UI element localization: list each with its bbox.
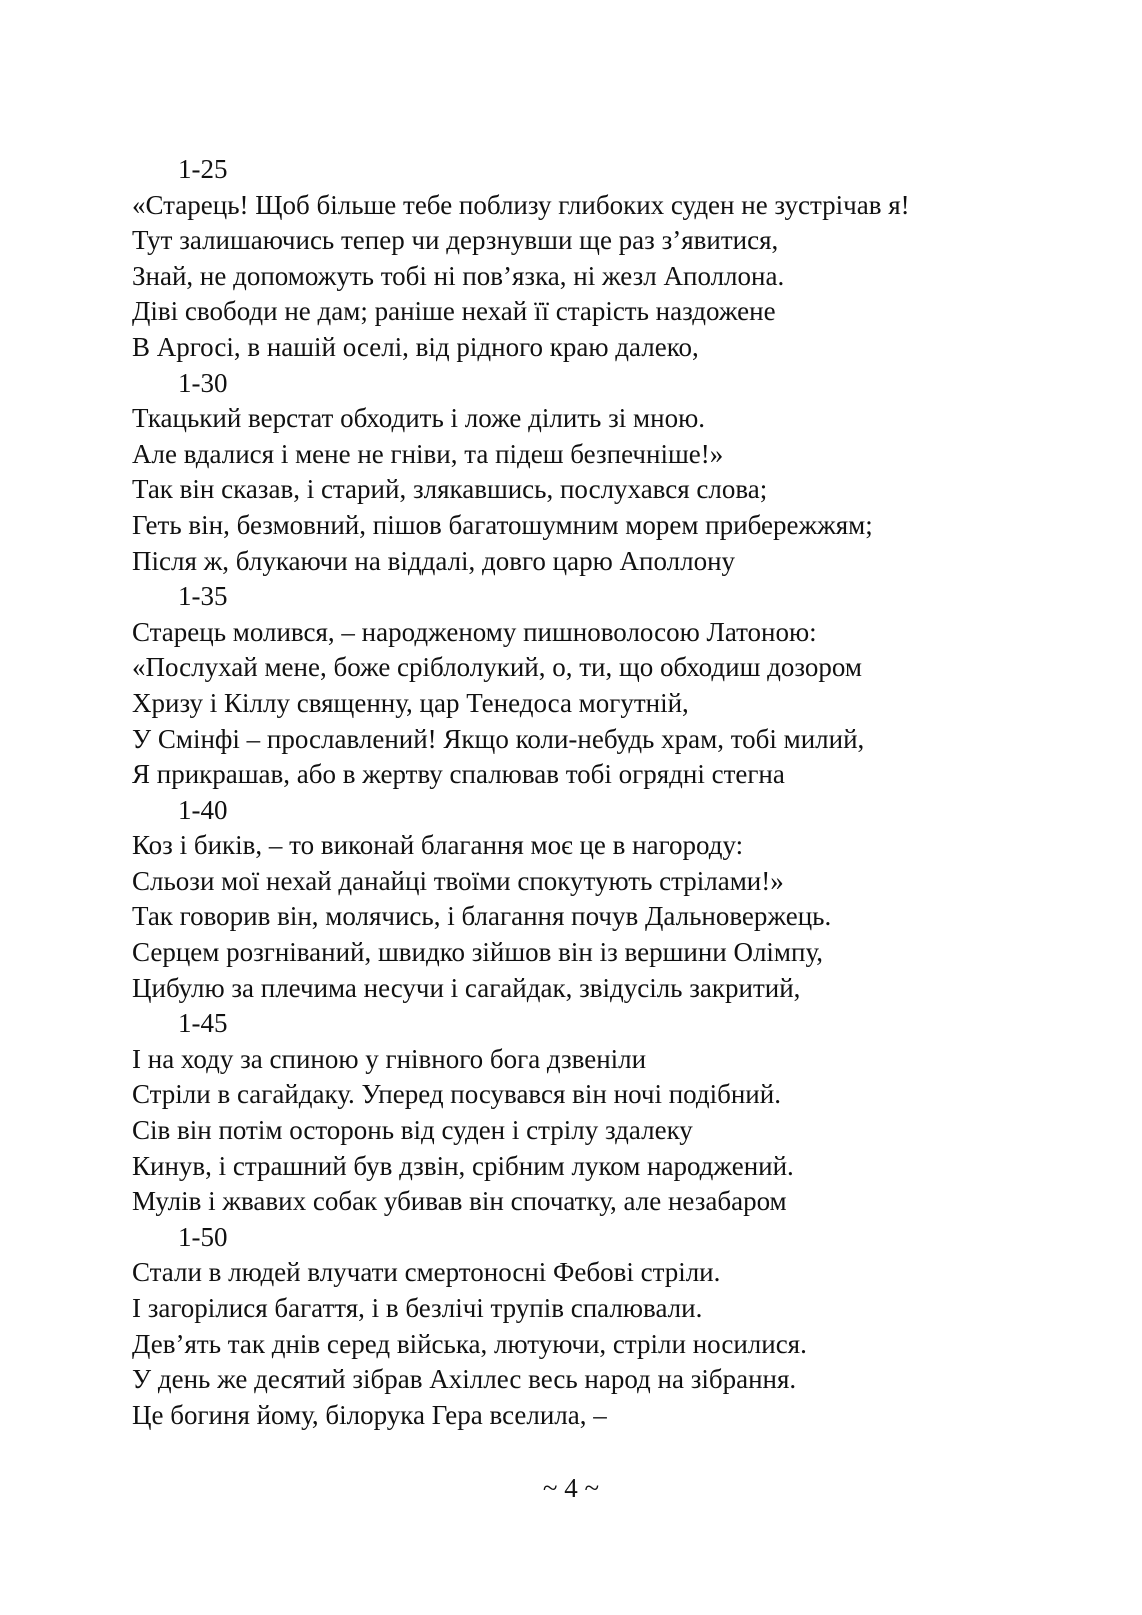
verse-line: «Старець! Щоб більше тебе поблизу глибоких суден не зустрічав я! xyxy=(132,189,910,220)
verse-line: Так говорив він, молячись, і благання почув Дальновержець. xyxy=(132,901,832,932)
verse-line: Хризу і Кіллу священну, цар Тенедоса могутній, xyxy=(132,687,689,718)
verse-line: Знай, не допоможуть тобі ні пов’язка, ні жезл Аполлона. xyxy=(132,260,785,291)
line-number: 1-40 xyxy=(178,794,228,825)
verse-line: Дев’ять так днів серед війська, лютуючи, стріли носилися. xyxy=(132,1328,807,1359)
line-number: 1-25 xyxy=(178,154,228,184)
verse-line: «Послухай мене, боже сріблолукий, о, ти, що обходиш дозором xyxy=(132,652,862,683)
verse-line: Сів він потім осторонь від суден і стрілу здалеку xyxy=(132,1115,693,1146)
line-number: 1-45 xyxy=(178,1008,228,1039)
verse-line: Стали в людей влучати смертоносні Фебові стріли. xyxy=(132,1257,721,1288)
verse-line: Тут залишаючись тепер чи дерзнувши ще раз з’явитися, xyxy=(132,225,779,256)
verse-line: Після ж, блукаючи на віддалі, довго царю Аполлону xyxy=(132,545,736,576)
verse-line: Так він сказав, і старий, злякавшись, послухався слова; xyxy=(132,474,768,505)
line-number: 1-30 xyxy=(178,367,228,398)
verse-line: Діві свободи не дам; раніше нехай її старість наздожене xyxy=(132,296,776,327)
verse-line: В Аргосі, в нашій оселі, від рідного краю далеко, xyxy=(132,331,699,362)
verse-line: Геть він, безмовний, пішов багатошумним морем прибережжям; xyxy=(132,509,873,540)
verse-line: Я прикрашав, або в жертву спалював тобі огрядні стегна xyxy=(132,759,785,790)
verse-line: І загорілися багаття, і в безлічі трупів спалювали. xyxy=(132,1293,703,1323)
verse-line: Ткацький верстат обходить і ложе ділить зі мною. xyxy=(132,403,705,434)
line-number: 1-50 xyxy=(178,1221,228,1252)
verse-line: Цибулю за плечима несучи і сагайдак, звідусіль закритий, xyxy=(132,972,801,1003)
verse-text-block xyxy=(132,152,1092,1433)
verse-line: І на ходу за спиною у гнівного бога дзвеніли xyxy=(132,1043,647,1074)
verse-line: Серцем розгніваний, швидко зійшов він із вершини Олімпу, xyxy=(132,937,824,968)
verse-line: Це богиня йому, білорука Гера вселила, – xyxy=(132,1399,607,1430)
verse-line: Коз і биків, – то виконай благання моє це в нагороду: xyxy=(132,830,744,861)
verse-line: Але вдалися і мене не гніви, та підеш безпечніше!» xyxy=(132,438,724,469)
page-number: ~ 4 ~ xyxy=(542,1473,600,1503)
line-number: 1-35 xyxy=(178,581,228,612)
verse-line: Мулів і жвавих собак убивав він спочатку, але незабаром xyxy=(132,1186,787,1217)
verse-line: У Смінфі – прославлений! Якщо коли-небудь храм, тобі милий, xyxy=(132,723,865,754)
verse-line: Сльози мої нехай данайці твоїми спокутують стрілами!» xyxy=(132,865,784,896)
verse-line: У день же десятий зібрав Ахіллес весь народ на зібрання. xyxy=(132,1364,797,1395)
verse-line: Старець молився, – народженому пишноволосою Латоною: xyxy=(132,616,817,647)
verse-line: Стріли в сагайдаку. Уперед посувався він ночі подібний. xyxy=(132,1079,781,1110)
verse-line: Кинув, і страшний був дзвін, срібним луком народжений. xyxy=(132,1150,794,1181)
